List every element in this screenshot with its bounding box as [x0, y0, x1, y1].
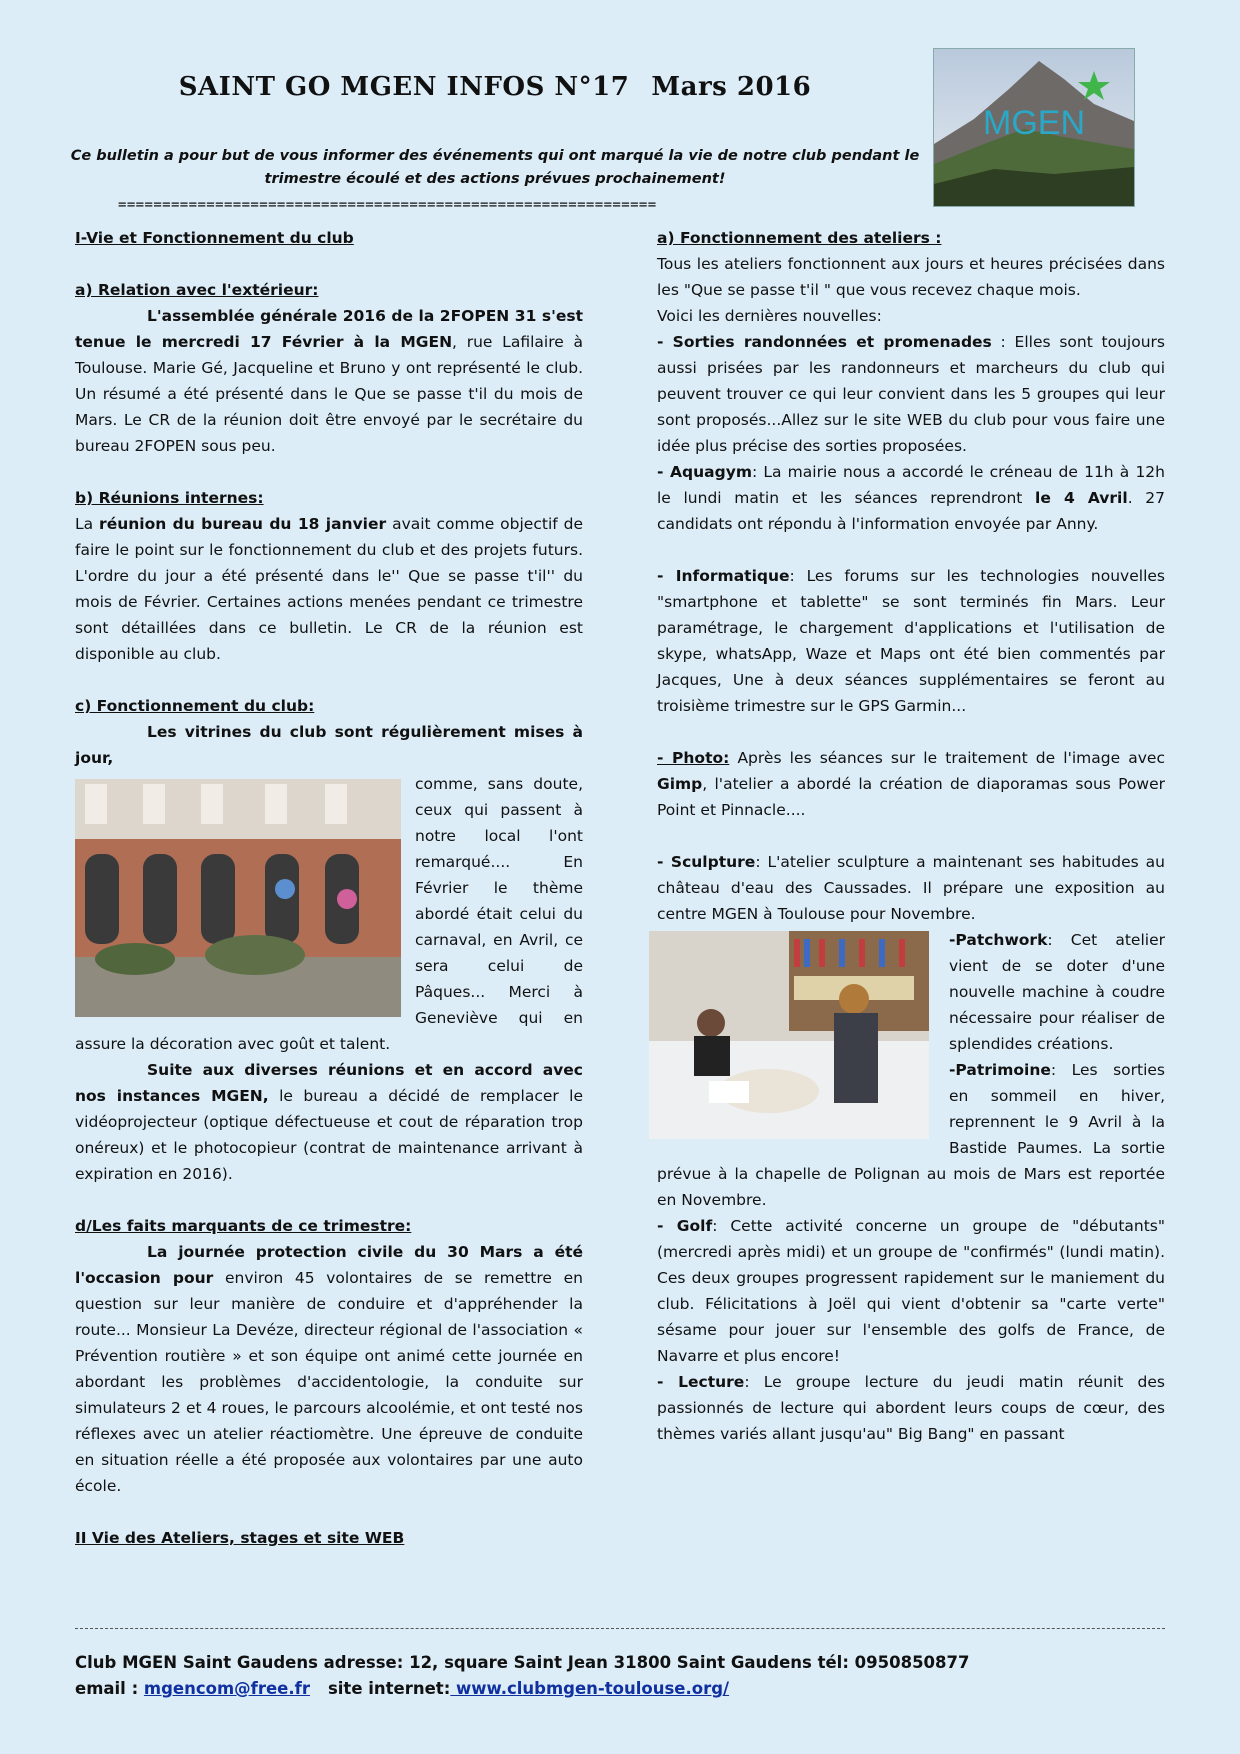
patchwork-text: : Cet atelier vient de se doter d'une nouvelle machine à coudre nécessaire pour réaliser de splendides créations. [949, 931, 1165, 1053]
photo-text-2: , l'atelier a abordé la création de diaporamas sous Power Point et Pinnacle.... [657, 775, 1165, 819]
item-golf [657, 1213, 1165, 1369]
lecture-text: : Le groupe lecture du jeudi matin réunit des passionnés de lecture qui abordent leurs coups de cœur, des thèmes variés allant jusqu'au" Big Bang" en passant [657, 1373, 1165, 1443]
footer-address: Club MGEN Saint Gaudens adresse: 12, square Saint Jean 31800 Saint Gaudens tél: 0950850877 [75, 1653, 970, 1672]
aquagym-text-2: . 27 candidats ont répondu à l'information envoyée par Anny. [657, 489, 1165, 533]
site-label: site internet: [327, 1679, 451, 1698]
aquagym-label: - Aquagym [657, 463, 752, 481]
subsection-b-title: b) Réunions internes: [75, 489, 264, 507]
separator-rule: ============================================================= [118, 197, 657, 213]
footer-contact [75, 1676, 1165, 1702]
photo-label: - Photo: [657, 749, 730, 767]
paragraph-protection-civile [75, 1239, 583, 1499]
item-lecture [657, 1369, 1165, 1447]
relation-text: , rue Lafilaire à Toulouse. Marie Gé, Jacqueline et Bruno y ont représenté le club. Un résumé a été présenté dans le Que se passe t'il du mois de Mars. Le CR de la réunion doit être envoyé par le secrétaire du bureau 2FOPEN sous peu. [75, 333, 583, 455]
item-sculpture [657, 849, 1165, 927]
section-1-title [75, 225, 583, 251]
mgen-logo [933, 48, 1135, 207]
equipment-text: le bureau a décidé de remplacer le vidéoprojecteur (optique défectueuse et cout de réparation trop onéreux) et le photocopieur (contrat de maintenance arrivant à expiration en 2016). [75, 1087, 584, 1183]
paragraph-vitrines [75, 719, 583, 771]
patchwork-label: -Patchwork [949, 931, 1048, 949]
subsection-c-title: c) Fonctionnement du club: [75, 697, 315, 715]
section-1-title-text: I-Vie et Fonctionnement du club [75, 229, 354, 247]
patrimoine-text: : Les sorties en sommeil en hiver, reprennent le 9 Avril à la Bastide Paumes. La sortie prévue à la chapelle de Polignan au mois de Mars est reportée en Novembre. [657, 1061, 1165, 1209]
left-column [75, 225, 583, 1551]
lecture-label: - Lecture [657, 1373, 745, 1391]
subsection-d-title: d/Les faits marquants de ce trimestre: [75, 1217, 412, 1235]
logo-text: MGEN [983, 104, 1085, 142]
relation-bold: L'assemblée générale 2016 de la 2FOPEN 31 s'est tenue le mercredi 17 Février à la MGEN [75, 307, 583, 351]
footer [75, 1650, 1165, 1702]
title-date: Mars 2016 [651, 72, 812, 102]
aquagym-date: le 4 Avril [1035, 489, 1128, 507]
vitrines-bold: Les vitrines du club sont régulièrement mises à jour, [75, 723, 583, 767]
bulletin-title [60, 72, 930, 102]
intro-text: Ce bulletin a pour but de vous informer des événements qui ont marqué la vie de notre club pendant le trimestre écoulé et des actions prévues prochainement! [70, 148, 920, 187]
ateliers-title: a) Fonctionnement des ateliers : [657, 229, 942, 247]
reunions-pre: La [75, 515, 100, 533]
protection-text: environ 45 volontaires de se remettre en question sur leur manière de conduire et d'appréhender la route... Monsieur La Devéze, directeur régional de l'association « Prévention routière » et son équipe ont animé cette journée en abordant les problèmes d'accidentologie, la conduite sur simulateurs 2 et 4 roues, le parcours alcoolémie, et ont testé nos réflexes avec un atelier réactiomètre. Une épreuve de conduite en situation réelle a été proposée aux volontaires par une auto école. [75, 1269, 583, 1495]
news-intro: Voici les dernières nouvelles: [657, 307, 882, 325]
equipment-bold: Suite aux diverses réunions et en accord avec nos instances MGEN, [75, 1061, 583, 1105]
informatique-text: : Les forums sur les technologies nouvelles "smartphone et tablette" se sont terminés fin Mars. Leur paramétrage, le chargement d'applications et l'utilisation de skype, whatsApp, Waze et Maps ont été bien commentés par Jacques, Une à deux séances supplémentaires se feront au troisième trimestre sur le GPS Garmin... [657, 567, 1165, 715]
paragraph-reunions [75, 511, 583, 667]
website-link[interactable]: www.clubmgen-toulouse.org/ [450, 1679, 730, 1698]
reunions-bold: réunion du bureau du 18 janvier [99, 515, 387, 533]
patchwork-atelier-photo [649, 931, 929, 1139]
title-text: SAINT GO MGEN INFOS N°17 [178, 72, 630, 102]
item-photo [657, 745, 1165, 823]
section-2-title: II Vie des Ateliers, stages et site WEB [75, 1529, 405, 1547]
mountain-logo-image [934, 49, 1134, 206]
item-sorties [657, 329, 1165, 459]
paragraph-relation [75, 303, 583, 459]
reunions-text: avait comme objectif de faire le point sur le fonctionnement du club et des projets futurs. L'ordre du jour a été présenté dans le'' Que se passe t'il'' du mois de Février. Certaines actions menées pendant ce trimestre sont détaillées dans ce bulletin. Le CR de la réunion est disponible au club. [75, 515, 583, 663]
aquagym-text-1: : La mairie nous a accordé le créneau de 11h à 12h le lundi matin et les séances reprendront [657, 463, 1165, 507]
photo-text-1: Après les séances sur le traitement de l'image avec [729, 749, 1165, 767]
informatique-label: - Informatique [657, 567, 790, 585]
sorties-label: - Sorties randonnées et promenades [657, 333, 992, 351]
golf-text: : Cette activité concerne un groupe de "débutants" (mercredi après midi) et un groupe de "confirmés" (lundi matin). Ces deux groupes progressent rapidement sur le maniement du club. Félicitations à Joël qui vient d'obtenir sa "carte verte" sésame pour jouer sur l'ensemble des golfs de France, de Navarre et plus encore! [657, 1217, 1166, 1365]
right-column [657, 225, 1165, 1447]
email-label: email : [75, 1679, 144, 1698]
item-aquagym [657, 459, 1165, 537]
patrimoine-label: -Patrimoine [949, 1061, 1051, 1079]
item-informatique [657, 563, 1165, 719]
ateliers-text: Tous les ateliers fonctionnent aux jours et heures précisées dans les "Que se passe t'il " que vous recevez chaque mois. [657, 255, 1165, 299]
paragraph-vitrines-cont: comme, sans doute, ceux qui passent à notre local l'ont remarqué.... En Février le thème abordé était celui du carnaval, en Avril, ce sera celui de Pâques... Merci à Geneviève qui en assure la décoration avec goût et talent. [75, 775, 583, 1053]
sorties-text: : Elles sont toujours aussi prisées par les randonneurs et marcheurs du club qui peuvent trouver ce qui leur convient dans les 5 groupes qui leur sont proposés...Allez sur le site WEB du club pour vous faire une idée plus précise des sorties proposées. [657, 333, 1165, 455]
paragraph-equipment [75, 1057, 583, 1187]
golf-label: - Golf [657, 1217, 713, 1235]
club-storefront-photo [75, 779, 401, 1017]
sculpture-text: : L'atelier sculpture a maintenant ses habitudes au château d'eau des Caussades. Il prépare une exposition au centre MGEN à Toulouse pour Novembre. [657, 853, 1165, 923]
footer-divider [75, 1628, 1165, 1629]
email-link[interactable]: mgencom@free.fr [143, 1679, 310, 1698]
sculpture-label: - Sculpture [657, 853, 756, 871]
photo-gimp: Gimp [657, 775, 703, 793]
protection-bold: La journée protection civile du 30 Mars a été l'occasion pour [75, 1243, 583, 1287]
subsection-a-title: a) Relation avec l'extérieur: [75, 281, 319, 299]
